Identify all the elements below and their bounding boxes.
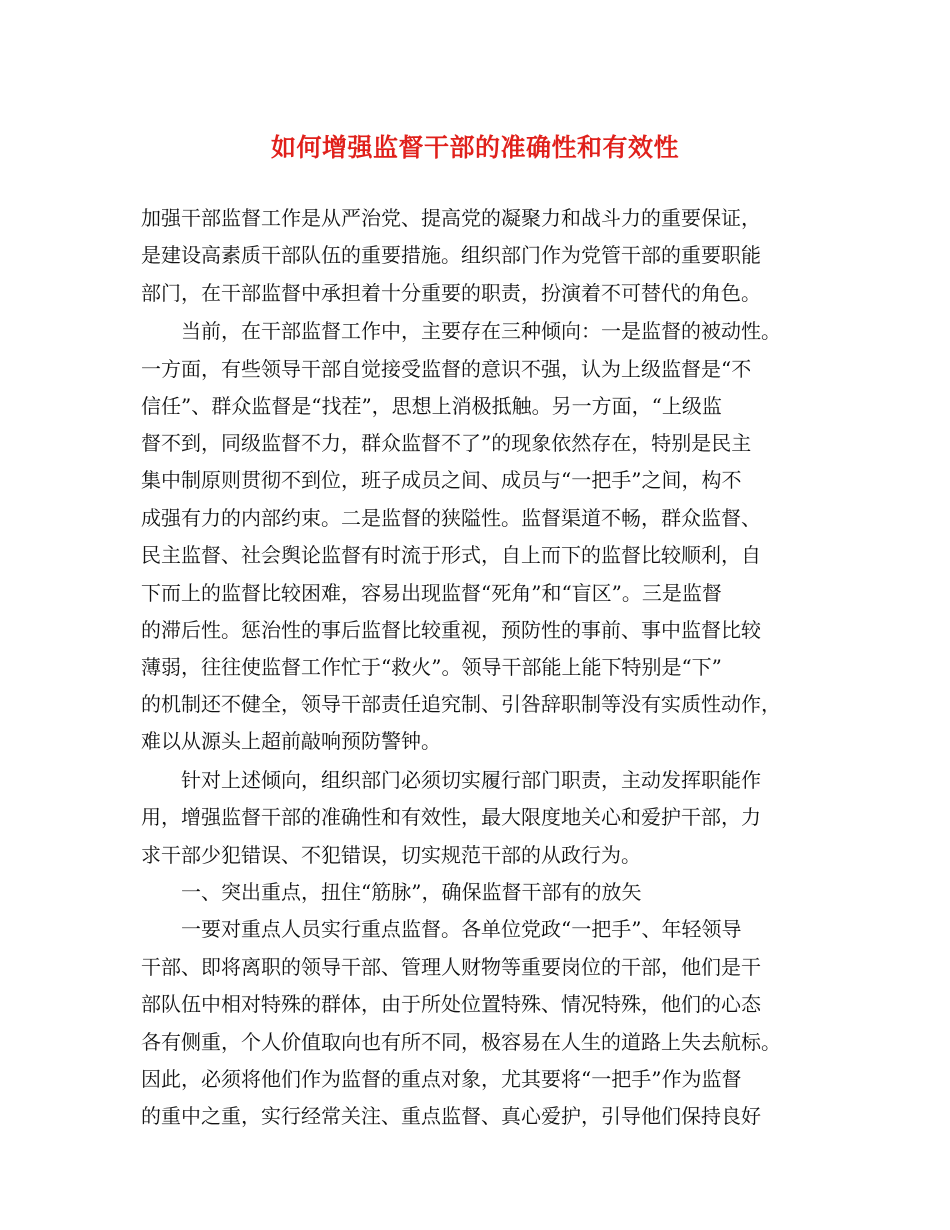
text-line: 薄弱，往往使监督工作忙于“救火”。领导干部能上能下特别是“下” bbox=[141, 655, 722, 679]
document-title: 如何增强监督干部的准确性和有效性 bbox=[270, 133, 679, 162]
text-line: 一方面，有些领导干部自觉接受监督的意识不强，认为上级监督是“不 bbox=[141, 357, 752, 381]
text-line: 部队伍中相对特殊的群体，由于所处位置特殊、情况特殊，他们的心态 bbox=[141, 992, 761, 1016]
text-line: 干部、即将离职的领导干部、管理人财物等重要岗位的干部，他们是干 bbox=[141, 955, 761, 979]
text-line: 是建设高素质干部队伍的重要措施。组织部门作为党管干部的重要职能 bbox=[141, 243, 761, 267]
text-line: 督不到，同级监督不力，群众监督不了”的现象依然存在，特别是民主 bbox=[141, 431, 752, 455]
text-line: 当前，在干部监督工作中，主要存在三种倾向：一是监督的被动性。 bbox=[181, 319, 781, 343]
text-line: 信任”、群众监督是“找茬”，思想上消极抵触。另一方面，“上级监 bbox=[141, 394, 722, 418]
text-line: 求干部少犯错误、不犯错误，切实规范干部的从政行为。 bbox=[141, 843, 641, 867]
text-line: 下而上的监督比较困难，容易出现监督“死角”和“盲区”。三是监督 bbox=[141, 581, 722, 605]
text-line: 因此，必须将他们作为监督的重点对象，尤其要将“一把手”作为监督 bbox=[141, 1067, 742, 1091]
text-line: 集中制原则贯彻不到位，班子成员之间、成员与“一把手”之间，构不 bbox=[141, 468, 742, 492]
text-line: 民主监督、社会舆论监督有时流于形式，自上而下的监督比较顺利，自 bbox=[141, 543, 761, 567]
text-line: 各有侧重，个人价值取向也有所不同，极容易在人生的道路上失去航标。 bbox=[141, 1030, 781, 1054]
text-line: 的滞后性。惩治性的事后监督比较重视，预防性的事前、事中监督比较 bbox=[141, 618, 761, 642]
text-line: 的重中之重，实行经常关注、重点监督、真心爱护，引导他们保持良好 bbox=[141, 1104, 761, 1128]
text-line: 加强干部监督工作是从严治党、提高党的凝聚力和战斗力的重要保证， bbox=[141, 206, 761, 230]
text-line: 用，增强监督干部的准确性和有效性，最大限度地关心和爱护干部，力 bbox=[141, 805, 761, 829]
text-line: 一要对重点人员实行重点监督。各单位党政“一把手”、年轻领导 bbox=[181, 917, 742, 941]
text-line: 的机制还不健全，领导干部责任追究制、引咎辞职制等没有实质性动作， bbox=[141, 692, 781, 716]
section-heading: 一、突出重点，扭住“筋脉”，确保监督干部有的放矢 bbox=[181, 880, 642, 904]
text-line: 难以从源头上超前敲响预防警钟。 bbox=[141, 729, 441, 753]
text-line: 部门，在干部监督中承担着十分重要的职责，扮演着不可替代的角色。 bbox=[141, 281, 761, 305]
text-line: 成强有力的内部约束。二是监督的狭隘性。监督渠道不畅，群众监督、 bbox=[141, 506, 761, 530]
text-line: 针对上述倾向，组织部门必须切实履行部门职责，主动发挥职能作 bbox=[181, 768, 761, 792]
